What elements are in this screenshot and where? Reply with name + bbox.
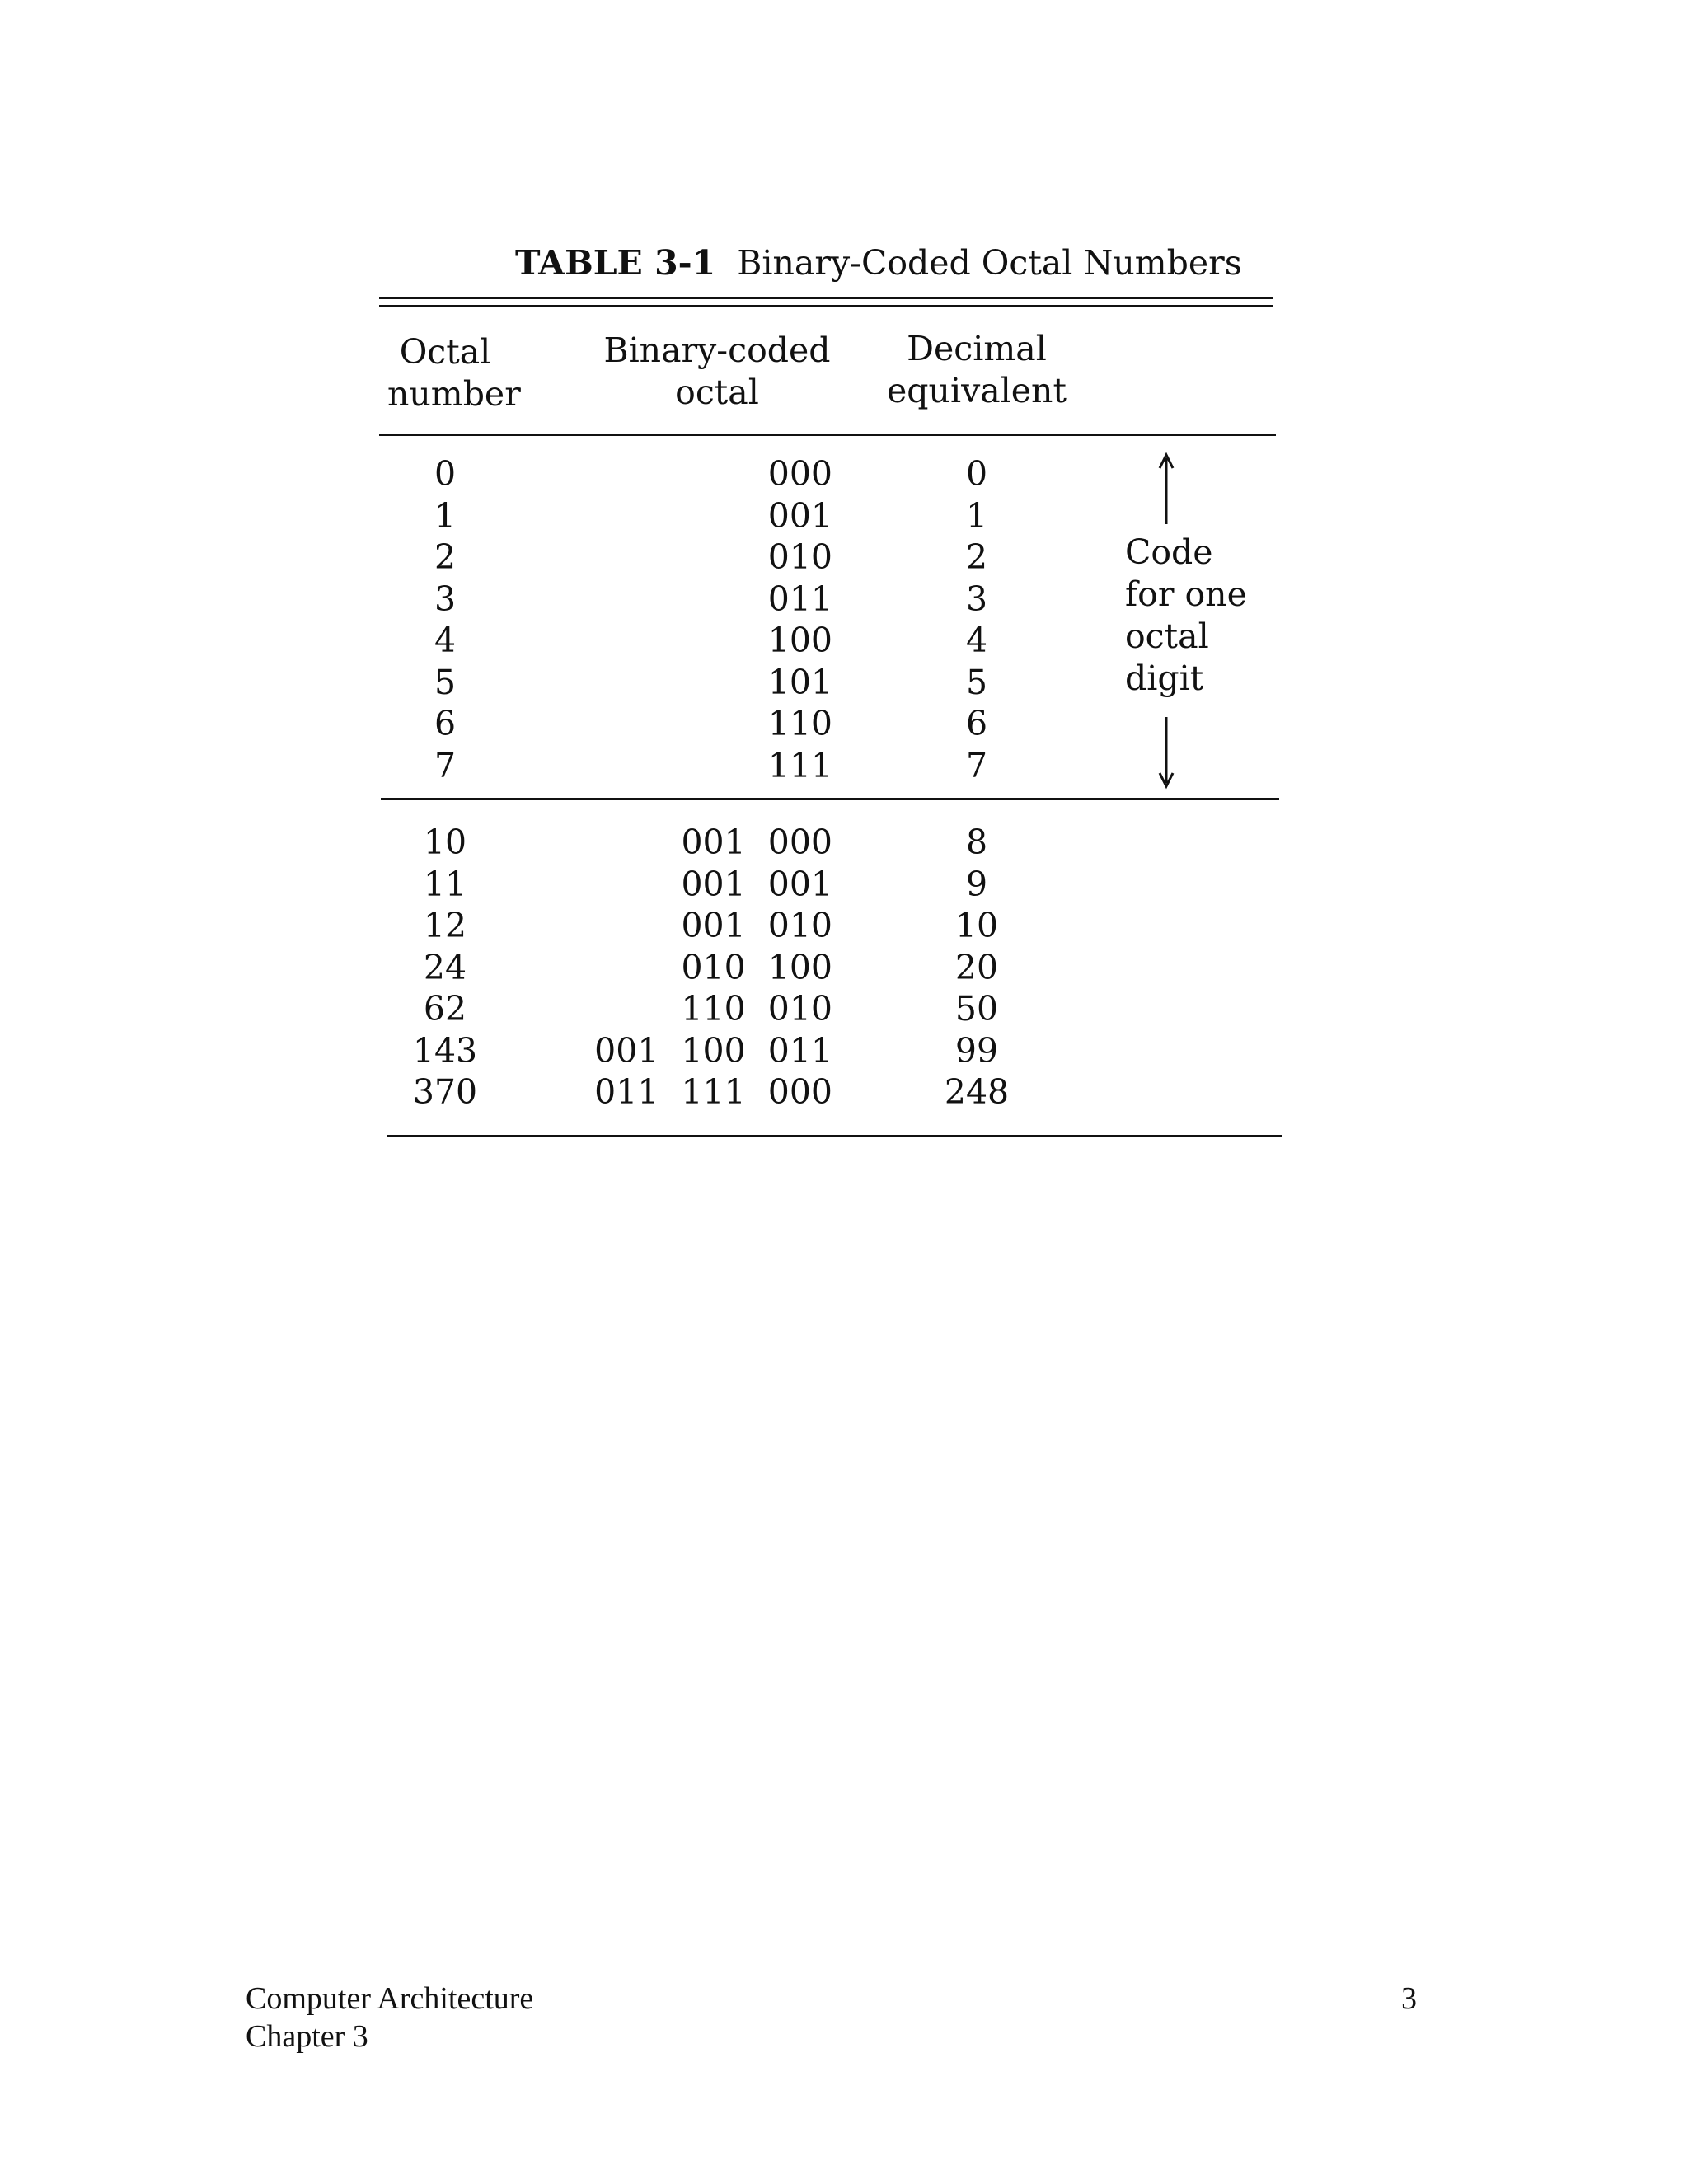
cell-binary: 110: [767, 704, 832, 743]
cell-binary: 110 010: [681, 989, 832, 1029]
table-title: Binary-Coded Octal Numbers: [737, 243, 1242, 283]
cell-binary: 011: [767, 579, 832, 619]
cell-decimal: 7: [965, 745, 988, 785]
footer-page-number: 3: [1401, 1981, 1417, 2016]
group-divider-rule: [381, 798, 1279, 800]
cell-decimal: 248: [944, 1072, 1010, 1112]
top-rule-2: [379, 305, 1273, 307]
cell-decimal: 9: [965, 864, 988, 904]
cell-decimal: 50: [954, 989, 999, 1029]
cell-binary: 010 100: [681, 947, 832, 987]
cell-octal: 12: [423, 906, 467, 945]
cell-octal: 62: [423, 989, 467, 1029]
cell-binary: 010: [767, 537, 832, 577]
top-rule-1: [379, 297, 1273, 299]
cell-binary: 001: [767, 495, 832, 536]
footer-course-info: [246, 1980, 533, 2055]
header-rule: [379, 434, 1276, 436]
cell-decimal: 99: [954, 1030, 999, 1071]
cell-decimal: 6: [965, 704, 988, 743]
cell-binary: 001 100 011: [594, 1030, 832, 1071]
cell-octal: 10: [423, 823, 467, 862]
header-decimal-equivalent: Decimal equivalent: [887, 329, 1067, 410]
cell-octal: 2: [434, 537, 457, 577]
cell-decimal: 1: [965, 495, 988, 536]
cell-decimal: 2: [965, 537, 988, 577]
header-binary-coded-octal: Binary-coded octal: [603, 330, 831, 412]
footer-chapter: Chapter 3: [246, 2019, 368, 2054]
cell-binary: 100: [767, 621, 832, 660]
table-caption: [515, 243, 1242, 283]
cell-octal: 5: [434, 662, 457, 702]
cell-octal: 1: [434, 495, 457, 536]
cell-decimal: 20: [954, 947, 999, 987]
bottom-rule: [387, 1135, 1282, 1137]
cell-decimal: 4: [965, 621, 988, 660]
code-note: Code for one octal digit: [1125, 532, 1247, 698]
header-octal-number: Octal number: [387, 332, 521, 414]
cell-octal: 370: [412, 1072, 478, 1112]
arrow-down-icon: [1150, 715, 1183, 790]
cell-octal: 0: [434, 454, 457, 494]
cell-octal: 6: [434, 704, 457, 743]
cell-decimal: 8: [965, 823, 988, 862]
cell-binary: 000: [767, 454, 832, 494]
cell-decimal: 0: [965, 454, 988, 494]
cell-octal: 143: [412, 1030, 478, 1071]
table-label: TABLE 3-1: [515, 243, 716, 283]
cell-decimal: 10: [954, 906, 999, 945]
cell-octal: 3: [434, 579, 457, 619]
cell-binary: 001 010: [681, 906, 832, 945]
cell-binary: 001 000: [681, 823, 832, 862]
cell-octal: 7: [434, 745, 457, 785]
arrow-up-icon: [1150, 452, 1183, 526]
footer-course: Computer Architecture: [246, 1981, 534, 2016]
cell-decimal: 5: [965, 662, 988, 702]
cell-binary: 101: [767, 662, 832, 702]
cell-octal: 4: [434, 621, 457, 660]
cell-binary: 111: [767, 745, 832, 785]
cell-binary: 001 001: [681, 864, 832, 904]
cell-decimal: 3: [965, 579, 988, 619]
cell-binary: 011 111 000: [594, 1072, 832, 1112]
cell-octal: 24: [423, 947, 467, 987]
cell-octal: 11: [423, 864, 467, 904]
